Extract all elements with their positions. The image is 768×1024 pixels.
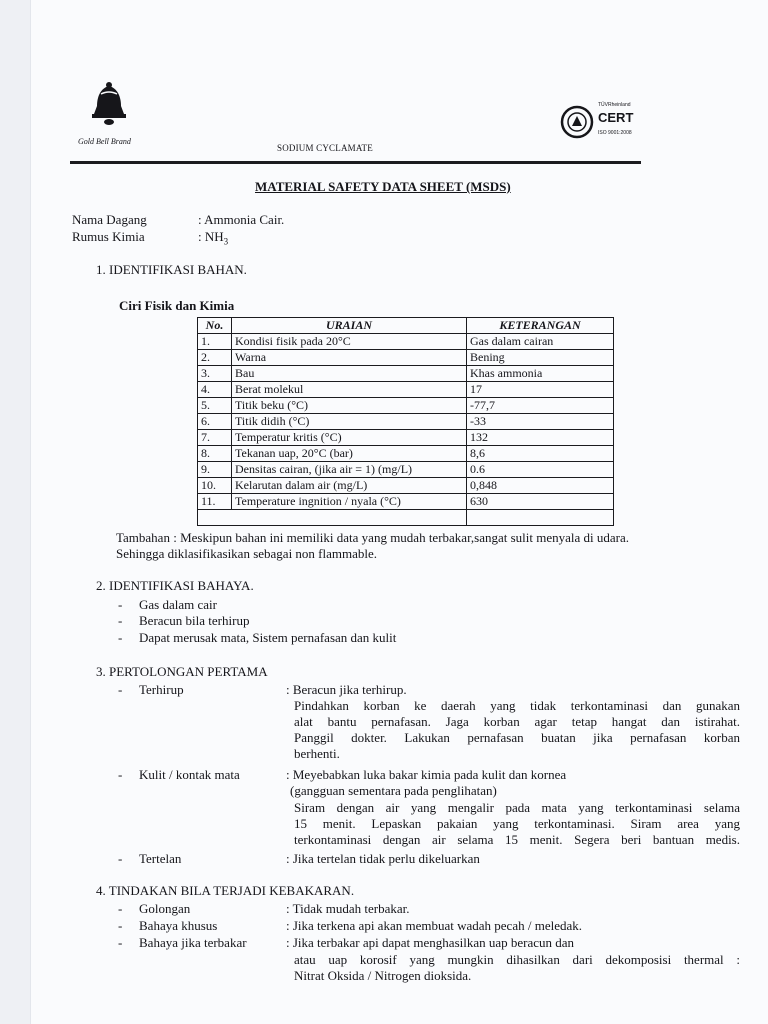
table-row <box>198 382 614 398</box>
section4-heading: 4. TINDAKAN BILA TERJADI KEBAKARAN. <box>96 883 355 898</box>
cell-keterangan: 0.6 <box>467 462 614 478</box>
trade-name-value: : Ammonia Cair. <box>198 212 285 227</box>
cell-keterangan: 17 <box>467 382 614 398</box>
list-bullet: - <box>118 613 123 628</box>
properties-subheading: Ciri Fisik dan Kimia <box>119 298 235 313</box>
hazard-item: Dapat merusak mata, Sistem pernafasan dan kulit <box>139 630 397 645</box>
table-row <box>198 494 614 510</box>
table-row <box>198 446 614 462</box>
list-bullet: - <box>118 901 123 916</box>
table-header-row <box>198 318 614 334</box>
first-aid-label-inhaled: Terhirup <box>139 682 184 697</box>
section2-heading: 2. IDENTIFIKASI BAHAYA. <box>96 578 254 593</box>
table-empty-row <box>198 510 614 526</box>
cert-label: CERT <box>598 110 634 125</box>
hazard-item: Beracun bila terhirup <box>139 613 250 628</box>
header-divider <box>70 161 641 164</box>
product-name: SODIUM CYCLAMATE <box>277 143 373 153</box>
note-line-1: Tambahan : Meskipun bahan ini memiliki data yang mudah terbakar,sangat sulit menyala di udara. <box>116 530 630 545</box>
cell-keterangan: 8,6 <box>467 446 614 462</box>
fire-label-class: Golongan <box>139 901 191 916</box>
cert-issuer: TÜVRheinland <box>598 102 631 108</box>
table-row <box>198 462 614 478</box>
list-bullet: - <box>118 918 123 933</box>
brand-name: Gold Bell Brand <box>78 137 131 146</box>
cert-badge <box>560 100 642 148</box>
cell-no: 7. <box>198 430 232 446</box>
cell-keterangan: 132 <box>467 430 614 446</box>
cell-uraian: Temperature ingnition / nyala (°C) <box>232 494 467 510</box>
list-bullet: - <box>118 851 123 866</box>
cell-no: 3. <box>198 366 232 382</box>
tuv-seal-icon <box>560 100 596 146</box>
cell-keterangan: Gas dalam cairan <box>467 334 614 350</box>
list-bullet: - <box>118 935 123 950</box>
properties-table <box>197 317 614 526</box>
trade-name-label: Nama Dagang <box>72 212 147 227</box>
cell-no: 4. <box>198 382 232 398</box>
table-row <box>198 414 614 430</box>
cell-uraian: Kelarutan dalam air (mg/L) <box>232 478 467 494</box>
cell-uraian: Titik didih (°C) <box>232 414 467 430</box>
fire-label-burning: Bahaya jika terbakar <box>139 935 247 950</box>
table-row <box>198 478 614 494</box>
first-aid-label-skin: Kulit / kontak mata <box>139 767 240 782</box>
list-bullet: - <box>118 630 123 645</box>
hazard-item: Gas dalam cair <box>139 597 217 612</box>
cell-uraian: Bau <box>232 366 467 382</box>
cell-no: 5. <box>198 398 232 414</box>
cell-no: 2. <box>198 350 232 366</box>
fire-text: atau uap korosif yang mungkin dihasilkan dari dekomposisi thermal : Nitrat Oksida / Nitrogen dioksida. <box>294 952 740 983</box>
cell-uraian: Titik beku (°C) <box>232 398 467 414</box>
section1-heading: 1. IDENTIFIKASI BAHAN. <box>96 262 247 277</box>
cell-keterangan: Khas ammonia <box>467 366 614 382</box>
cell-no: 6. <box>198 414 232 430</box>
list-bullet: - <box>118 682 123 697</box>
first-aid-text: (gangguan sementara pada penglihatan) <box>290 783 497 798</box>
cell-no: 11. <box>198 494 232 510</box>
col-header-uraian: URAIAN <box>232 318 467 334</box>
formula-label: Rumus Kimia <box>72 229 145 244</box>
list-bullet: - <box>118 597 123 612</box>
scan-edge <box>0 0 31 1024</box>
col-header-keterangan: KETERANGAN <box>467 318 614 334</box>
cell-no: 8. <box>198 446 232 462</box>
table-row <box>198 350 614 366</box>
first-aid-text: : Beracun jika terhirup. <box>286 682 407 697</box>
document-title: MATERIAL SAFETY DATA SHEET (MSDS) <box>255 179 511 194</box>
table-row <box>198 366 614 382</box>
first-aid-text: : Meyebabkan luka bakar kimia pada kulit dan kornea <box>286 767 567 782</box>
cell-uraian: Berat molekul <box>232 382 467 398</box>
cell-no: 1. <box>198 334 232 350</box>
fire-label-special: Bahaya khusus <box>139 918 218 933</box>
cert-standard: ISO 9001:2008 <box>598 130 632 136</box>
cell-keterangan: 0,848 <box>467 478 614 494</box>
first-aid-text: Pindahkan korban ke daerah yang tidak terkontaminasi dan gunakan alat bantu pernafasan. Jaga korban agar tetap hangat dan istirahat. Panggil dokter. Lakukan pernafasan buatan jika pernafasan korban berhenti. <box>294 698 740 761</box>
first-aid-text: Siram dengan air yang mengalir pada mata yang terkontaminasi selama 15 menit. Lepaskan pakaian yang terkontaminasi. Siram area yang terkontaminasi dengan air selama 15 menit. Segera beri bantuan medis. <box>294 800 740 847</box>
table-row <box>198 398 614 414</box>
bell-logo-icon <box>84 80 134 134</box>
col-header-no: No. <box>198 318 232 334</box>
table-row <box>198 430 614 446</box>
fire-text: : Jika terkena api akan membuat wadah pecah / meledak. <box>286 918 582 933</box>
cell-no: 9. <box>198 462 232 478</box>
table-row <box>198 334 614 350</box>
cell-uraian: Densitas cairan, (jika air = 1) (mg/L) <box>232 462 467 478</box>
section3-heading: 3. PERTOLONGAN PERTAMA <box>96 664 268 679</box>
first-aid-text: : Jika tertelan tidak perlu dikeluarkan <box>286 851 480 866</box>
cell-uraian: Tekanan uap, 20°C (bar) <box>232 446 467 462</box>
cell-uraian: Kondisi fisik pada 20°C <box>232 334 467 350</box>
cell-no: 10. <box>198 478 232 494</box>
formula-value: : $NH_3$ <box>198 229 229 247</box>
fire-text: : Tidak mudah terbakar. <box>286 901 410 916</box>
cell-uraian: Warna <box>232 350 467 366</box>
cell-uraian: Temperatur kritis (°C) <box>232 430 467 446</box>
fire-text: : Jika terbakar api dapat menghasilkan uap beracun dan <box>286 935 575 950</box>
note-line-2: Sehingga diklasifikasikan sebagai non flammable. <box>116 546 378 561</box>
first-aid-label-swallowed: Tertelan <box>139 851 182 866</box>
cell-keterangan: -77,7 <box>467 398 614 414</box>
cell-keterangan: 630 <box>467 494 614 510</box>
list-bullet: - <box>118 767 123 782</box>
cell-keterangan: Bening <box>467 350 614 366</box>
cell-keterangan: -33 <box>467 414 614 430</box>
